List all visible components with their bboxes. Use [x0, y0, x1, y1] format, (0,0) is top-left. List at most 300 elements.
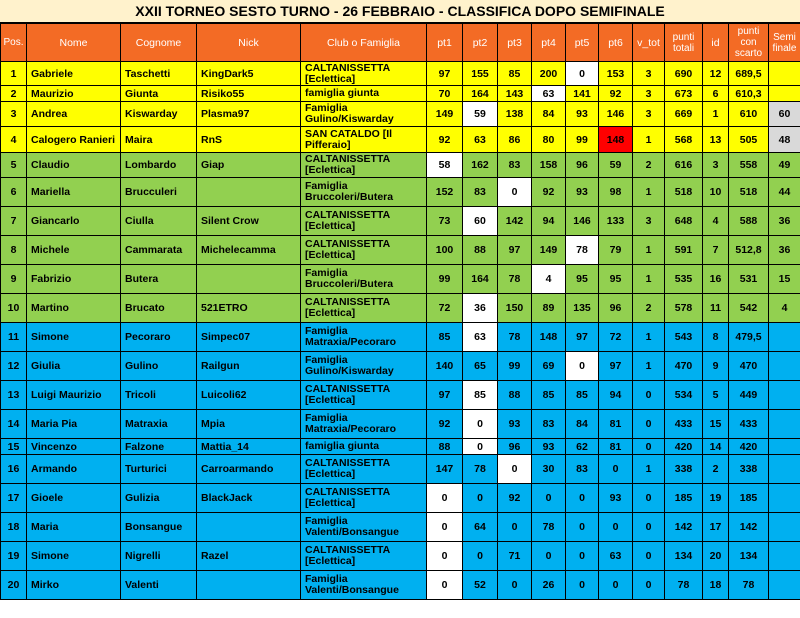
cell-v-tot: 1: [633, 323, 665, 352]
cell-id: 19: [703, 484, 729, 513]
cell-punti-totali: 518: [665, 178, 703, 207]
cell-club: CALTANISSETTA [Eclettica]: [301, 294, 427, 323]
cell-pt3: 99: [498, 352, 532, 381]
cell-semifinale: 15: [769, 265, 800, 294]
table-row: [1, 381, 800, 410]
cell-club: CALTANISSETTA [Eclettica]: [301, 153, 427, 178]
cell-punti-con-scarto: 610,3: [729, 86, 769, 102]
cell-pt4: 92: [532, 178, 566, 207]
cell-pt6: 96: [599, 294, 633, 323]
header-cognome: Cognome: [121, 24, 197, 62]
cell-pt5: 84: [566, 410, 599, 439]
cell-pos: 11: [1, 323, 27, 352]
cell-v-tot: 1: [633, 455, 665, 484]
cell-club: Famiglia Bruccoleri/Butera: [301, 265, 427, 294]
table-row: [1, 410, 800, 439]
cell-cognome: Nigrelli: [121, 542, 197, 571]
cell-cognome: Pecoraro: [121, 323, 197, 352]
cell-nome: Andrea: [27, 102, 121, 127]
cell-pt1: 88: [427, 439, 463, 455]
cell-semifinale: [769, 410, 800, 439]
cell-pt3: 92: [498, 484, 532, 513]
table-row: [1, 323, 800, 352]
cell-punti-con-scarto: 588: [729, 207, 769, 236]
cell-pt6: 98: [599, 178, 633, 207]
cell-punti-totali: 470: [665, 352, 703, 381]
cell-pos: 17: [1, 484, 27, 513]
cell-cognome: Ciulla: [121, 207, 197, 236]
cell-pt6: 79: [599, 236, 633, 265]
cell-nome: Vincenzo: [27, 439, 121, 455]
cell-id: 8: [703, 323, 729, 352]
cell-semifinale: [769, 542, 800, 571]
cell-pos: 2: [1, 86, 27, 102]
header-club: Club o Famiglia: [301, 24, 427, 62]
cell-pt4: 26: [532, 571, 566, 600]
cell-pt5: 93: [566, 102, 599, 127]
cell-nick: Carroarmando: [197, 455, 301, 484]
cell-nome: Michele: [27, 236, 121, 265]
cell-cognome: Tricoli: [121, 381, 197, 410]
cell-pt5: 93: [566, 178, 599, 207]
cell-nome: Maurizio: [27, 86, 121, 102]
cell-punti-con-scarto: 558: [729, 153, 769, 178]
cell-punti-totali: 433: [665, 410, 703, 439]
cell-club: famiglia giunta: [301, 86, 427, 102]
cell-pt2: 162: [463, 153, 498, 178]
cell-nick: Luicoli62: [197, 381, 301, 410]
cell-club: famiglia giunta: [301, 439, 427, 455]
table-row: [1, 455, 800, 484]
cell-pt5: 135: [566, 294, 599, 323]
cell-cognome: Valenti: [121, 571, 197, 600]
cell-pt6: 63: [599, 542, 633, 571]
cell-punti-con-scarto: 470: [729, 352, 769, 381]
cell-pt2: 155: [463, 62, 498, 86]
cell-pt1: 58: [427, 153, 463, 178]
cell-pt5: 83: [566, 455, 599, 484]
cell-punti-con-scarto: 689,5: [729, 62, 769, 86]
cell-id: 11: [703, 294, 729, 323]
cell-pt2: 0: [463, 542, 498, 571]
header-row: [1, 24, 800, 62]
cell-cognome: Taschetti: [121, 62, 197, 86]
cell-cognome: Kiswarday: [121, 102, 197, 127]
cell-v-tot: 0: [633, 513, 665, 542]
cell-pt1: 73: [427, 207, 463, 236]
table-row: [1, 294, 800, 323]
table-row: [1, 513, 800, 542]
cell-v-tot: 1: [633, 352, 665, 381]
cell-punti-totali: 673: [665, 86, 703, 102]
cell-pt3: 0: [498, 513, 532, 542]
cell-nick: Giap: [197, 153, 301, 178]
cell-pt6: 0: [599, 513, 633, 542]
cell-pt4: 78: [532, 513, 566, 542]
header-pt2: pt2: [463, 24, 498, 62]
cell-pt1: 147: [427, 455, 463, 484]
cell-nick: 521ETRO: [197, 294, 301, 323]
cell-semifinale: [769, 381, 800, 410]
cell-pt1: 92: [427, 410, 463, 439]
cell-pos: 7: [1, 207, 27, 236]
cell-pt2: 36: [463, 294, 498, 323]
cell-nick: BlackJack: [197, 484, 301, 513]
cell-pt4: 94: [532, 207, 566, 236]
table-row: [1, 207, 800, 236]
cell-pt1: 152: [427, 178, 463, 207]
cell-nome: Gioele: [27, 484, 121, 513]
cell-punti-totali: 690: [665, 62, 703, 86]
cell-semifinale: [769, 62, 800, 86]
cell-pt5: 95: [566, 265, 599, 294]
cell-id: 12: [703, 62, 729, 86]
cell-id: 2: [703, 455, 729, 484]
cell-pt4: 0: [532, 542, 566, 571]
cell-cognome: Maira: [121, 127, 197, 153]
header-pt6: pt6: [599, 24, 633, 62]
header-pt1: pt1: [427, 24, 463, 62]
cell-nick: RnS: [197, 127, 301, 153]
cell-pt5: 96: [566, 153, 599, 178]
cell-pt6: 93: [599, 484, 633, 513]
cell-pt2: 0: [463, 410, 498, 439]
cell-id: 18: [703, 571, 729, 600]
cell-club: CALTANISSETTA [Eclettica]: [301, 484, 427, 513]
cell-pos: 14: [1, 410, 27, 439]
cell-semifinale: 44: [769, 178, 800, 207]
cell-semifinale: [769, 439, 800, 455]
cell-pt5: 99: [566, 127, 599, 153]
cell-pt1: 70: [427, 86, 463, 102]
cell-club: Famiglia Valenti/Bonsangue: [301, 571, 427, 600]
cell-pt2: 63: [463, 127, 498, 153]
cell-club: CALTANISSETTA [Eclettica]: [301, 62, 427, 86]
cell-pt1: 72: [427, 294, 463, 323]
header-pt4: pt4: [532, 24, 566, 62]
header-nome: Nome: [27, 24, 121, 62]
table-row: [1, 542, 800, 571]
cell-pt5: 85: [566, 381, 599, 410]
cell-pt3: 143: [498, 86, 532, 102]
cell-punti-totali: 338: [665, 455, 703, 484]
cell-id: 5: [703, 381, 729, 410]
cell-id: 17: [703, 513, 729, 542]
cell-punti-con-scarto: 479,5: [729, 323, 769, 352]
cell-pt4: 149: [532, 236, 566, 265]
cell-pt3: 96: [498, 439, 532, 455]
cell-semifinale: [769, 484, 800, 513]
cell-pt3: 83: [498, 153, 532, 178]
cell-nick: [197, 178, 301, 207]
cell-pt3: 97: [498, 236, 532, 265]
cell-punti-con-scarto: 610: [729, 102, 769, 127]
cell-punti-con-scarto: 512,8: [729, 236, 769, 265]
cell-pt6: 81: [599, 410, 633, 439]
cell-id: 3: [703, 153, 729, 178]
cell-pos: 10: [1, 294, 27, 323]
cell-pt3: 71: [498, 542, 532, 571]
cell-nome: Claudio: [27, 153, 121, 178]
cell-nick: Mattia_14: [197, 439, 301, 455]
cell-club: Famiglia Valenti/Bonsangue: [301, 513, 427, 542]
page-title: XXII TORNEO SESTO TURNO - 26 FEBBRAIO - CLASSIFICA DOPO SEMIFINALE: [0, 0, 800, 23]
cell-nick: Risiko55: [197, 86, 301, 102]
cell-id: 1: [703, 102, 729, 127]
cell-pt4: 83: [532, 410, 566, 439]
cell-punti-totali: 420: [665, 439, 703, 455]
cell-id: 6: [703, 86, 729, 102]
cell-nick: Silent Crow: [197, 207, 301, 236]
cell-punti-totali: 535: [665, 265, 703, 294]
cell-pt3: 93: [498, 410, 532, 439]
cell-id: 7: [703, 236, 729, 265]
cell-nome: Calogero Ranieri: [27, 127, 121, 153]
cell-pt2: 0: [463, 439, 498, 455]
cell-pt1: 100: [427, 236, 463, 265]
cell-pt3: 138: [498, 102, 532, 127]
cell-punti-totali: 534: [665, 381, 703, 410]
header-nick: Nick: [197, 24, 301, 62]
cell-pt5: 78: [566, 236, 599, 265]
cell-pt2: 64: [463, 513, 498, 542]
table-row: [1, 571, 800, 600]
cell-pt3: 85: [498, 62, 532, 86]
cell-pos: 4: [1, 127, 27, 153]
cell-pt4: 30: [532, 455, 566, 484]
table-row: [1, 102, 800, 127]
cell-v-tot: 0: [633, 410, 665, 439]
cell-nick: Razel: [197, 542, 301, 571]
cell-pos: 15: [1, 439, 27, 455]
cell-cognome: Brucato: [121, 294, 197, 323]
cell-nick: Michelecamma: [197, 236, 301, 265]
cell-cognome: Butera: [121, 265, 197, 294]
cell-v-tot: 1: [633, 265, 665, 294]
cell-pt1: 97: [427, 381, 463, 410]
cell-semifinale: 36: [769, 207, 800, 236]
cell-pt4: 93: [532, 439, 566, 455]
cell-id: 20: [703, 542, 729, 571]
header-id: id: [703, 24, 729, 62]
cell-pt4: 69: [532, 352, 566, 381]
table-row: [1, 153, 800, 178]
cell-nome: Maria Pia: [27, 410, 121, 439]
cell-punti-totali: 543: [665, 323, 703, 352]
cell-pt5: 97: [566, 323, 599, 352]
header-v-tot: v_tot: [633, 24, 665, 62]
cell-pt2: 60: [463, 207, 498, 236]
cell-pt1: 0: [427, 513, 463, 542]
cell-id: 4: [703, 207, 729, 236]
cell-cognome: Brucculeri: [121, 178, 197, 207]
cell-pt6: 148: [599, 127, 633, 153]
cell-pt6: 146: [599, 102, 633, 127]
cell-v-tot: 0: [633, 439, 665, 455]
cell-v-tot: 3: [633, 207, 665, 236]
cell-id: 14: [703, 439, 729, 455]
cell-nick: Railgun: [197, 352, 301, 381]
cell-pt6: 97: [599, 352, 633, 381]
table-row: [1, 439, 800, 455]
cell-pt2: 164: [463, 265, 498, 294]
cell-pt6: 81: [599, 439, 633, 455]
cell-pt4: 158: [532, 153, 566, 178]
cell-nome: Simone: [27, 323, 121, 352]
cell-v-tot: 2: [633, 294, 665, 323]
cell-pt3: 0: [498, 178, 532, 207]
cell-punti-con-scarto: 78: [729, 571, 769, 600]
cell-pt1: 85: [427, 323, 463, 352]
cell-punti-con-scarto: 185: [729, 484, 769, 513]
cell-pt3: 142: [498, 207, 532, 236]
cell-pt2: 52: [463, 571, 498, 600]
cell-punti-totali: 648: [665, 207, 703, 236]
cell-cognome: Falzone: [121, 439, 197, 455]
cell-pt2: 0: [463, 484, 498, 513]
cell-pt3: 0: [498, 571, 532, 600]
cell-punti-totali: 134: [665, 542, 703, 571]
cell-pt4: 200: [532, 62, 566, 86]
cell-club: Famiglia Gulino/Kiswarday: [301, 102, 427, 127]
table-row: [1, 236, 800, 265]
table-row: [1, 265, 800, 294]
cell-v-tot: 2: [633, 153, 665, 178]
cell-pos: 12: [1, 352, 27, 381]
cell-club: CALTANISSETTA [Eclettica]: [301, 207, 427, 236]
cell-cognome: Lombardo: [121, 153, 197, 178]
cell-punti-con-scarto: 518: [729, 178, 769, 207]
cell-v-tot: 3: [633, 86, 665, 102]
cell-club: CALTANISSETTA [Eclettica]: [301, 381, 427, 410]
cell-v-tot: 0: [633, 542, 665, 571]
table-row: [1, 86, 800, 102]
cell-pt2: 63: [463, 323, 498, 352]
cell-club: CALTANISSETTA [Eclettica]: [301, 455, 427, 484]
cell-pt2: 78: [463, 455, 498, 484]
cell-nome: Fabrizio: [27, 265, 121, 294]
cell-pt6: 72: [599, 323, 633, 352]
cell-pt5: 0: [566, 484, 599, 513]
cell-pt3: 78: [498, 323, 532, 352]
table-row: [1, 352, 800, 381]
cell-pos: 8: [1, 236, 27, 265]
cell-punti-totali: 78: [665, 571, 703, 600]
cell-id: 13: [703, 127, 729, 153]
cell-punti-con-scarto: 449: [729, 381, 769, 410]
cell-pt5: 0: [566, 513, 599, 542]
cell-pt6: 0: [599, 455, 633, 484]
cell-semifinale: 60: [769, 102, 800, 127]
cell-pt6: 92: [599, 86, 633, 102]
cell-pt4: 63: [532, 86, 566, 102]
cell-pt6: 0: [599, 571, 633, 600]
cell-pt6: 153: [599, 62, 633, 86]
cell-cognome: Cammarata: [121, 236, 197, 265]
cell-pos: 1: [1, 62, 27, 86]
cell-pt6: 95: [599, 265, 633, 294]
cell-v-tot: 0: [633, 484, 665, 513]
cell-club: CALTANISSETTA [Eclettica]: [301, 236, 427, 265]
cell-pos: 20: [1, 571, 27, 600]
cell-pt4: 85: [532, 381, 566, 410]
cell-nome: Gabriele: [27, 62, 121, 86]
cell-nome: Simone: [27, 542, 121, 571]
cell-pt2: 83: [463, 178, 498, 207]
cell-pt2: 88: [463, 236, 498, 265]
cell-pt3: 88: [498, 381, 532, 410]
cell-id: 15: [703, 410, 729, 439]
cell-pt5: 0: [566, 352, 599, 381]
cell-pt2: 85: [463, 381, 498, 410]
cell-pt5: 62: [566, 439, 599, 455]
cell-pt4: 84: [532, 102, 566, 127]
cell-v-tot: 0: [633, 571, 665, 600]
cell-pt4: 0: [532, 484, 566, 513]
cell-v-tot: 1: [633, 178, 665, 207]
cell-v-tot: 3: [633, 102, 665, 127]
cell-pt4: 4: [532, 265, 566, 294]
cell-semifinale: 36: [769, 236, 800, 265]
cell-cognome: Matraxia: [121, 410, 197, 439]
cell-pt2: 65: [463, 352, 498, 381]
cell-pt5: 0: [566, 571, 599, 600]
cell-cognome: Bonsangue: [121, 513, 197, 542]
cell-punti-con-scarto: 338: [729, 455, 769, 484]
table-row: [1, 178, 800, 207]
cell-pos: 9: [1, 265, 27, 294]
cell-pt1: 0: [427, 571, 463, 600]
cell-id: 9: [703, 352, 729, 381]
cell-nick: [197, 513, 301, 542]
cell-punti-totali: 142: [665, 513, 703, 542]
cell-punti-con-scarto: 134: [729, 542, 769, 571]
cell-nome: Giancarlo: [27, 207, 121, 236]
cell-punti-con-scarto: 142: [729, 513, 769, 542]
cell-punti-con-scarto: 420: [729, 439, 769, 455]
cell-v-tot: 1: [633, 127, 665, 153]
cell-pt3: 150: [498, 294, 532, 323]
standings-table: [0, 23, 800, 600]
cell-nick: KingDark5: [197, 62, 301, 86]
cell-semifinale: [769, 352, 800, 381]
cell-pt5: 141: [566, 86, 599, 102]
cell-semifinale: [769, 455, 800, 484]
cell-punti-con-scarto: 542: [729, 294, 769, 323]
cell-cognome: Giunta: [121, 86, 197, 102]
cell-nome: Armando: [27, 455, 121, 484]
cell-club: Famiglia Matraxia/Pecoraro: [301, 410, 427, 439]
cell-pt3: 86: [498, 127, 532, 153]
header-pos: Pos.: [1, 24, 27, 62]
cell-nick: [197, 265, 301, 294]
cell-pos: 3: [1, 102, 27, 127]
cell-pt6: 133: [599, 207, 633, 236]
cell-pt1: 99: [427, 265, 463, 294]
table-row: [1, 484, 800, 513]
cell-pt1: 92: [427, 127, 463, 153]
cell-punti-con-scarto: 531: [729, 265, 769, 294]
header-semifinale: Semi finale: [769, 24, 800, 62]
cell-nome: Maria: [27, 513, 121, 542]
cell-cognome: Turturici: [121, 455, 197, 484]
cell-club: SAN CATALDO [Il Pifferaio]: [301, 127, 427, 153]
cell-punti-con-scarto: 505: [729, 127, 769, 153]
cell-pt4: 80: [532, 127, 566, 153]
cell-nome: Giulia: [27, 352, 121, 381]
cell-nome: Mariella: [27, 178, 121, 207]
cell-punti-totali: 616: [665, 153, 703, 178]
